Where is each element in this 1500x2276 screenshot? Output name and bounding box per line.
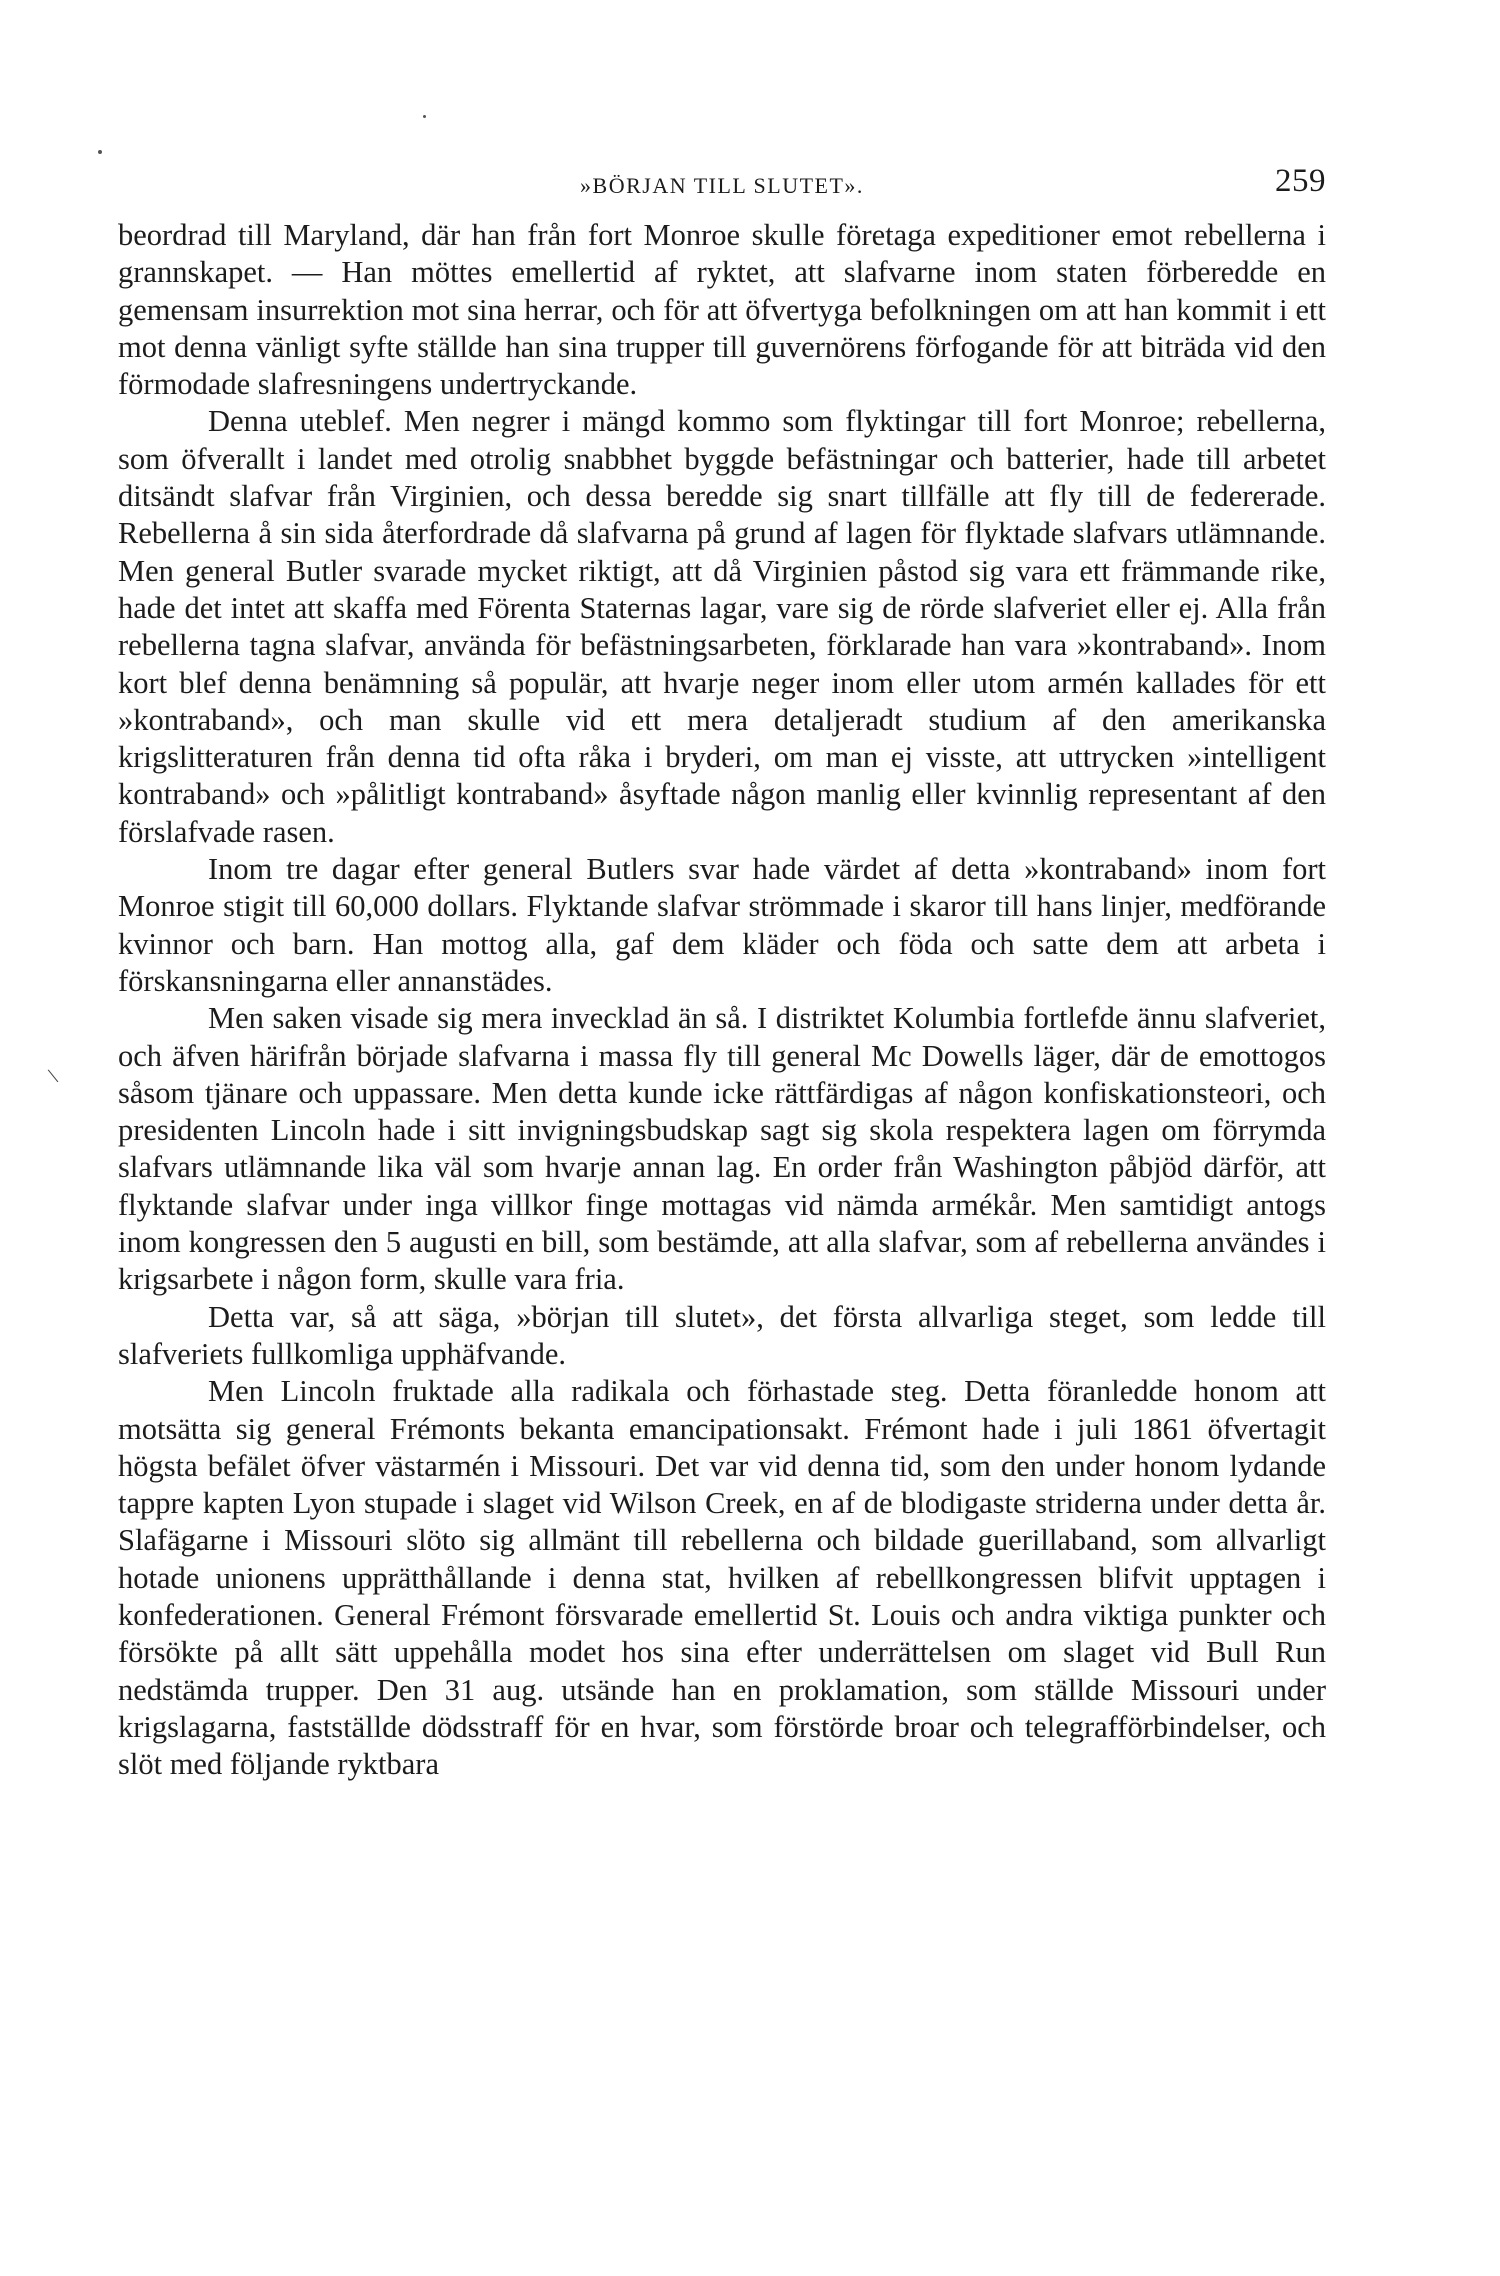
print-speck [423,115,426,118]
running-header [118,163,1326,207]
paragraph: Men saken visade sig mera invecklad än så. I distriktet Kolumbia fortlefde ännu slafveriet, och äfven härifrån började slafvarna i massa fly till general Mc Dowells läger, där de emottogos såsom tjänare och uppassare. Men detta kunde icke rättfärdigas af någon konfiskationsteori, och presidenten Lincoln hade i sitt invigningsbudskap sagt sig skola respektera lagen om förrymda slafvars utlämnande lika väl som hvarje annan lag. En order från Washington påbjöd därför, att flyktande slafvar under inga villkor finge mottagas vid nämda armékår. Men samtidigt antogs inom kongressen den 5 augusti en bill, som bestämde, att alla slafvar, som af rebellerna användes i krigsarbete i någon form, skulle vara fria. [118,1001,1326,1297]
margin-mark: \ [45,1062,61,1089]
page-number: 259 [1275,163,1326,199]
paragraph: Inom tre dagar efter general Butlers svar hade värdet af detta »kontraband» inom fort Monroe stigit till 60,000 dollars. Flyktande slafvar strömmade i skaror till hans linjer, medförande kvinnor och barn. Han mottog alla, gaf dem kläder och föda och satte dem att arbeta i förskansningarna eller annanstädes. [118,852,1326,998]
paragraph: Denna uteblef. Men negrer i mängd kommo som flyktingar till fort Monroe; rebellerna, som öfverallt i landet med otrolig snabbhet byggde befästningar och batterier, hade till arbetet ditsändt slafvar från Virginien, och dessa beredde sig snart tillfälle att fly till de federerade. Rebellerna å sin sida återfordrade då slafvarna på grund af lagen för flyktade slafvars utlämnande. Men general Butler svarade mycket riktigt, att då Virginien påstod sig vara ett främmande rike, hade det intet att skaffa med Förenta Staternas lagar, vare sig de rörde slafveriet eller ej. Alla från rebellerna tagna slafvar, använda för befästningsarbeten, förklarade han vara »kontraband». Inom kort blef denna benämning så populär, att hvarje neger inom eller utom armén kallades för ett »kontraband», och man skulle vid ett mera detaljeradt studium af den amerikanska krigslitteraturen från denna tid ofta råka i bryderi, om man ej visste, att uttrycken »intelligent kontraband» och »pålitligt kontraband» åsyftade någon manlig eller kvinnlig representant af den förslafvade rasen. [118,404,1326,849]
body-text [118,217,1326,1783]
paragraph: Men Lincoln fruktade alla radikala och förhastade steg. Detta föranledde honom att motsätta sig general Frémonts bekanta emancipationsakt. Frémont hade i juli 1861 öfvertagit högsta befälet öfver västarmén i Missouri. Det var vid denna tid, som den under honom lydande tappre kapten Lyon stupade i slaget vid Wilson Creek, en af de blodigaste striderna under detta år. Slafägarne i Missouri slöto sig allmänt till rebellerna och bildade guerillaband, som allvarligt hotade unionens upprätthållande i denna stat, hvilken af rebellkongressen blifvit upptagen i konfederationen. General Frémont försvarade emellertid St. Louis och andra viktiga punkter och försökte på allt sätt uppehålla modet hos sina efter underrättelsen om slaget vid Bull Run nedstämda trupper. Den 31 aug. utsände han en proklamation, som ställde Missouri under krigslagarna, fastställde dödsstraff för en hvar, som förstörde broar och telegrafförbindelser, och slöt med följande ryktbara [118,1374,1326,1782]
running-title: »BÖRJAN TILL SLUTET». [580,173,864,198]
paragraph: Detta var, så att säga, »början till slutet», det första allvarliga steget, som ledde till slafveriets fullkomliga upphäfvande. [118,1299,1326,1371]
print-speck [98,150,102,154]
paragraph: beordrad till Maryland, där han från fort Monroe skulle företaga expeditioner emot rebellerna i grannskapet. — Han möttes emellertid af ryktet, att slafvarne inom staten förberedde en gemensam insurrektion mot sina herrar, och för att öfvertyga befolkningen om att han kommit i ett mot denna vänligt syfte ställde han sina trupper till guvernörens förfogande för att biträda vid den förmodade slafresningens undertryckande. [118,218,1326,402]
